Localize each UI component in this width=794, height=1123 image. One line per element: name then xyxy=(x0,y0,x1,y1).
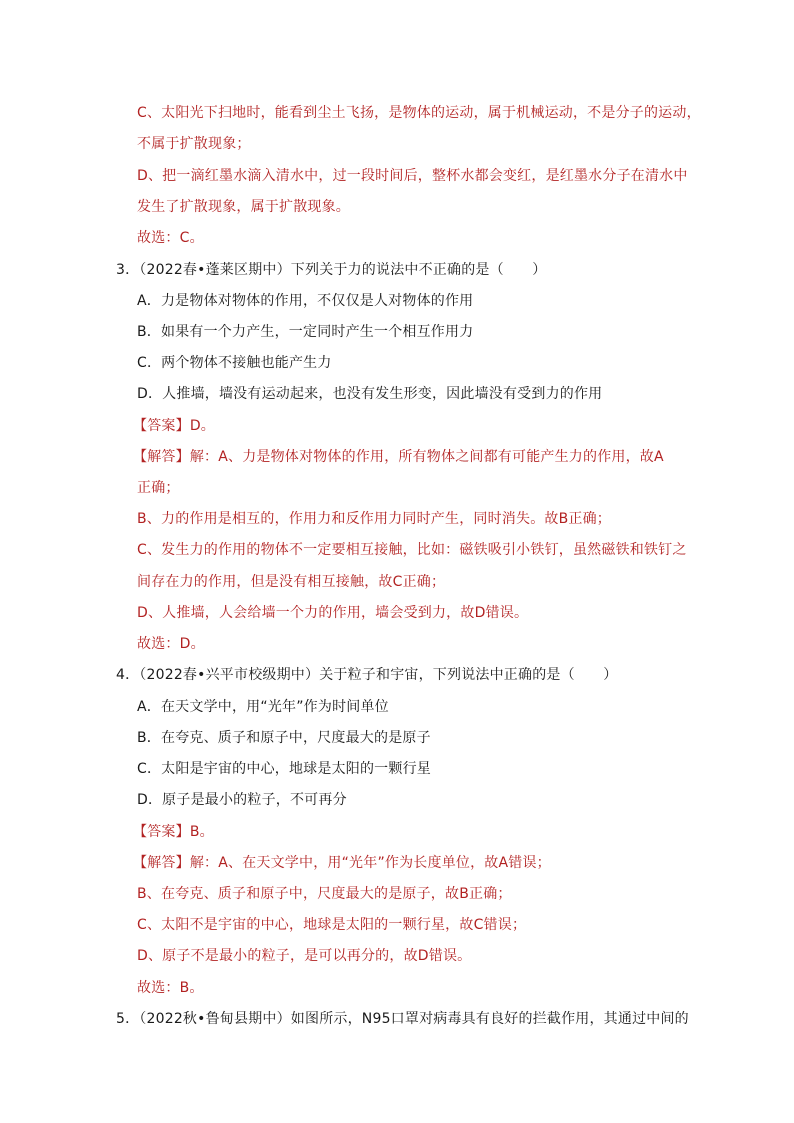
text-line: B、力的作用是相互的，作用力和反作用力同时产生，同时消失。故B正确； xyxy=(137,511,612,527)
text-line: A．力是物体对物体的作用，不仅仅是人对物体的作用 xyxy=(137,293,474,309)
text-line: C、发生力的作用的物体不一定要相互接触，比如：磁铁吸引小铁钉，虽然磁铁和铁钉之 xyxy=(137,542,687,558)
answer-text: D。 xyxy=(189,418,215,434)
text-line: D．人推墙，墙没有运动起来，也没有发生形变，因此墙没有受到力的作用 xyxy=(137,386,603,402)
answer-tag: 【答案】 xyxy=(133,418,190,434)
text-line: 不属于扩散现象； xyxy=(137,136,251,152)
answer-text: 解：A、力是物体对物体的作用，所有物体之间都有可能产生力的作用，故A xyxy=(189,449,664,465)
answer-tag: 【答案】 xyxy=(133,824,190,840)
text-line: B．在夸克、质子和原子中，尺度最大的是原子 xyxy=(137,730,431,746)
answer-text: 解：A、在天文学中，用“光年”作为长度单位，故A错误； xyxy=(189,855,551,871)
text-line: 3．（2022春•蓬莱区期中）下列关于力的说法中不正确的是（ ） xyxy=(116,262,547,278)
answer-tag: 【解答】 xyxy=(133,855,190,871)
text-line: 4．（2022春•兴平市校级期中）关于粒子和宇宙，下列说法中正确的是（ ） xyxy=(116,667,618,683)
text-line: 发生了扩散现象，属于扩散现象。 xyxy=(137,199,350,215)
text-line: D、原子不是最小的粒子，是可以再分的，故D错误。 xyxy=(137,948,472,964)
text-line xyxy=(133,416,215,436)
text-line: A．在天文学中，用“光年”作为时间单位 xyxy=(137,699,389,715)
text-line: D．原子是最小的粒子，不可再分 xyxy=(137,792,347,808)
answer-text: B。 xyxy=(189,824,214,840)
text-line: 故选：B。 xyxy=(137,980,204,996)
text-line: D、把一滴红墨水滴入清水中，过一段时间后，整杯水都会变红，是红墨水分子在清水中 xyxy=(137,168,688,184)
text-line: B．如果有一个力产生，一定同时产生一个相互作用力 xyxy=(137,324,474,340)
text-line: D、人推墙，人会给墙一个力的作用，墙会受到力，故D错误。 xyxy=(137,605,529,621)
text-line: C．两个物体不接触也能产生力 xyxy=(137,355,332,371)
text-line: 故选：C。 xyxy=(137,230,204,246)
text-line: C．太阳是宇宙的中心，地球是太阳的一颗行星 xyxy=(137,761,431,777)
text-line: B、在夸克、质子和原子中，尺度最大的是原子，故B正确； xyxy=(137,886,512,902)
text-line: C、太阳光下扫地时，能看到尘土飞扬，是物体的运动，属于机械运动，不是分子的运动， xyxy=(137,105,701,121)
answer-tag: 【解答】 xyxy=(133,449,190,465)
text-line xyxy=(133,853,551,873)
text-line: 5．（2022秋•鲁甸县期中）如图所示，N95口罩对病毒具有良好的拦截作用，其通过中间的 xyxy=(116,1011,689,1027)
text-line: C、太阳不是宇宙的中心，地球是太阳的一颗行星，故C错误； xyxy=(137,917,527,933)
text-line: 正确； xyxy=(137,480,180,496)
text-line xyxy=(133,822,214,842)
text-line: 间存在力的作用，但是没有相互接触，故C正确； xyxy=(137,574,446,590)
text-line: 故选：D。 xyxy=(137,636,205,652)
text-line xyxy=(133,447,664,467)
